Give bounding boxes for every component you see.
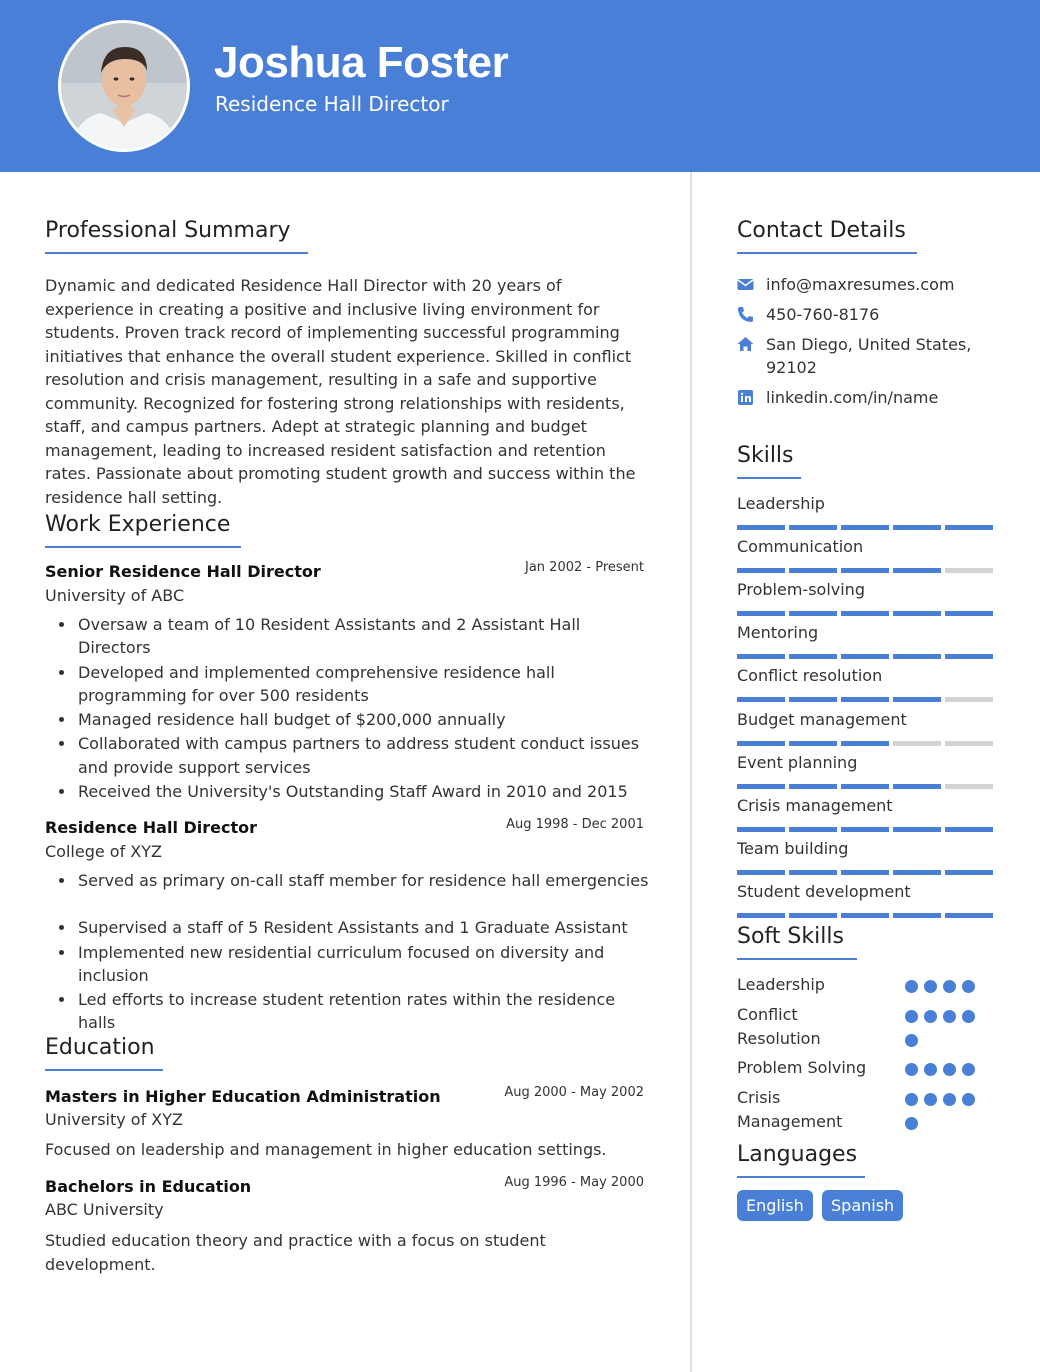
skill-item <box>737 493 993 530</box>
skill-level-segment <box>737 870 785 875</box>
skill-level-bar <box>737 525 993 530</box>
phone-icon <box>737 306 754 323</box>
list-item: Implemented new residential curriculum focused on diversity and inclusion <box>45 941 650 988</box>
job-bullets <box>45 613 650 804</box>
skill-level-bar <box>737 568 993 573</box>
skill-level-segment <box>737 913 785 918</box>
skill-level-segment <box>893 568 941 573</box>
rating-dot <box>924 1093 937 1106</box>
skill-level-segment <box>737 697 785 702</box>
skill-level-bar <box>737 611 993 616</box>
skill-level-segment <box>945 870 993 875</box>
rating-dot <box>924 1010 937 1023</box>
skill-level-segment <box>945 654 993 659</box>
skill-label: Event planning <box>737 753 858 772</box>
rating-dot <box>943 1063 956 1076</box>
skill-level-segment <box>841 568 889 573</box>
skill-level-segment <box>841 827 889 832</box>
rating-dot <box>905 1063 918 1076</box>
skill-level-segment <box>737 654 785 659</box>
skill-item <box>737 622 993 659</box>
envelope-icon <box>737 276 754 293</box>
skill-label: Team building <box>737 839 849 858</box>
skill-level-segment <box>737 741 785 746</box>
skill-level-segment <box>893 611 941 616</box>
job-date: Aug 1998 - Dec 2001 <box>506 817 644 832</box>
skill-level-segment <box>841 784 889 789</box>
skill-item <box>737 579 993 616</box>
list-item: Supervised a staff of 5 Resident Assistants and 1 Graduate Assistant <box>45 916 650 939</box>
languages-heading: Languages <box>737 1142 865 1178</box>
skill-level-segment <box>841 654 889 659</box>
skill-level-segment <box>945 611 993 616</box>
skill-label: Problem-solving <box>737 580 865 599</box>
job-title: Senior Residence Hall Director <box>45 562 321 581</box>
rating-dot <box>905 980 918 993</box>
candidate-role: Residence Hall Director <box>215 92 449 116</box>
skill-level-segment <box>893 784 941 789</box>
rating-dot <box>924 980 937 993</box>
rating-dot <box>962 1063 975 1076</box>
school-name: University of XYZ <box>45 1110 183 1129</box>
skill-level-segment <box>893 827 941 832</box>
list-item: Received the University's Outstanding Staff Award in 2010 and 2015 <box>45 780 650 803</box>
skill-level-segment <box>789 784 837 789</box>
summary-text: Dynamic and dedicated Residence Hall Director with 20 years of experience in creating a positive and inclusive living environment for students. Proven track record of implementing successful programming initiatives that enhance the overall student experience. Skilled in conflict resolution and crisis management, resulting in a safe and supportive community. Recognized for fostering strong relationships with residents, staff, and campus partners. Adept at strategic planning and budget management, leading to increased resident satisfaction and retention rates. Passionate about promoting student growth and success within the residence hall setting. <box>45 276 636 507</box>
education-date: Aug 1996 - May 2000 <box>504 1175 644 1190</box>
profile-photo <box>61 23 187 149</box>
skill-level-segment <box>737 784 785 789</box>
skill-level-bar <box>737 827 993 832</box>
rating-dot <box>905 1034 918 1047</box>
education-heading: Education <box>45 1035 163 1071</box>
skill-level-segment <box>893 870 941 875</box>
rating-dot <box>924 1063 937 1076</box>
soft-skill-item <box>737 1003 997 1051</box>
skill-label: Mentoring <box>737 623 819 642</box>
language-badge: Spanish <box>822 1190 903 1221</box>
degree-title: Bachelors in Education <box>45 1177 252 1196</box>
summary-heading: Professional Summary <box>45 218 308 254</box>
rating-dot <box>962 1010 975 1023</box>
list-item: Served as primary on-call staff member for residence hall emergencies <box>45 869 650 892</box>
education-date: Aug 2000 - May 2002 <box>504 1085 644 1100</box>
contact-phone[interactable]: 450-760-8176 <box>737 303 997 327</box>
avatar <box>58 20 190 152</box>
school-name: ABC University <box>45 1200 164 1219</box>
skill-level-bar <box>737 784 993 789</box>
language-badge: English <box>737 1190 813 1221</box>
list-item: Led efforts to increase student retention rates within the residence halls <box>45 988 650 1035</box>
skill-level-segment <box>841 870 889 875</box>
skill-level-segment <box>893 741 941 746</box>
skill-level-segment <box>789 568 837 573</box>
job-org: College of XYZ <box>45 842 162 861</box>
job-bullets <box>45 869 650 1036</box>
rating-dot <box>943 980 956 993</box>
skill-label: Conflict resolution <box>737 666 883 685</box>
soft-skill-label: Conflict Resolution <box>737 1005 821 1048</box>
soft-skill-label: Crisis Management <box>737 1088 843 1131</box>
skill-level-segment <box>737 611 785 616</box>
skill-level-segment <box>789 913 837 918</box>
skill-item <box>737 536 993 573</box>
skill-level-bar <box>737 697 993 702</box>
contact-linkedin[interactable]: linkedin.com/in/name <box>737 386 997 410</box>
education-description: Focused on leadership and management in higher education settings. <box>45 1140 607 1159</box>
rating-dot <box>905 1117 918 1130</box>
skill-level-segment <box>789 870 837 875</box>
column-divider <box>690 172 692 1372</box>
skill-level-segment <box>789 611 837 616</box>
skill-level-segment <box>737 827 785 832</box>
skill-item <box>737 709 993 746</box>
skill-item <box>737 795 993 832</box>
skill-level-segment <box>789 525 837 530</box>
skill-label: Budget management <box>737 710 907 729</box>
job-date: Jan 2002 - Present <box>525 560 644 575</box>
rating-dot <box>943 1010 956 1023</box>
contact-address: San Diego, United States, 92102 <box>737 333 997 381</box>
skill-level-segment <box>737 568 785 573</box>
contact-heading: Contact Details <box>737 218 917 254</box>
soft-skills-heading: Soft Skills <box>737 924 857 960</box>
skill-level-segment <box>945 741 993 746</box>
skill-item <box>737 838 993 875</box>
skill-level-segment <box>789 697 837 702</box>
candidate-name: Joshua Foster <box>214 38 509 87</box>
skill-level-segment <box>945 568 993 573</box>
skill-level-segment <box>841 741 889 746</box>
skill-level-segment <box>945 913 993 918</box>
rating-dot <box>905 1093 918 1106</box>
skill-level-bar <box>737 870 993 875</box>
skill-level-segment <box>841 525 889 530</box>
soft-skill-item <box>737 973 997 997</box>
skill-label: Student development <box>737 882 911 901</box>
skill-item <box>737 665 993 702</box>
skill-level-segment <box>945 525 993 530</box>
skill-level-segment <box>945 784 993 789</box>
job-org: University of ABC <box>45 586 185 605</box>
list-item: Managed residence hall budget of $200,000 annually <box>45 708 650 731</box>
rating-dot <box>962 980 975 993</box>
skill-level-bar <box>737 741 993 746</box>
list-item: Developed and implemented comprehensive residence hall programming for over 500 residents <box>45 661 650 708</box>
skill-label: Crisis management <box>737 796 893 815</box>
skill-level-segment <box>841 913 889 918</box>
skill-label: Leadership <box>737 494 825 513</box>
rating-dot <box>905 1010 918 1023</box>
soft-skill-item <box>737 1086 997 1134</box>
skill-level-bar <box>737 913 993 918</box>
skill-label: Communication <box>737 537 864 556</box>
skill-level-segment <box>841 697 889 702</box>
list-item: Collaborated with campus partners to address student conduct issues and provide support services <box>45 732 650 779</box>
skill-item <box>737 881 993 918</box>
skill-level-segment <box>893 697 941 702</box>
skill-level-bar <box>737 654 993 659</box>
skill-level-segment <box>737 525 785 530</box>
skill-item <box>737 752 993 789</box>
soft-skill-label: Problem Solving <box>737 1058 867 1077</box>
skill-level-segment <box>945 697 993 702</box>
rating-dot <box>943 1093 956 1106</box>
rating-dot <box>962 1093 975 1106</box>
skill-level-segment <box>893 525 941 530</box>
experience-heading: Work Experience <box>45 512 241 548</box>
list-item: Oversaw a team of 10 Resident Assistants and 2 Assistant Hall Directors <box>45 613 650 660</box>
skills-heading: Skills <box>737 443 801 479</box>
skill-level-segment <box>789 741 837 746</box>
job-title: Residence Hall Director <box>45 818 258 837</box>
skill-level-segment <box>893 913 941 918</box>
linkedin-icon <box>737 389 754 406</box>
education-description: Studied education theory and practice with a focus on student development. <box>45 1231 546 1274</box>
soft-skill-item <box>737 1056 997 1080</box>
skill-level-segment <box>945 827 993 832</box>
skill-level-segment <box>789 827 837 832</box>
skill-level-segment <box>841 611 889 616</box>
soft-skill-label: Leadership <box>737 975 825 994</box>
contact-email[interactable]: info@maxresumes.com <box>737 273 997 297</box>
skill-level-segment <box>893 654 941 659</box>
resume-header <box>0 0 1040 172</box>
degree-title: Masters in Higher Education Administration <box>45 1087 441 1106</box>
skill-level-segment <box>789 654 837 659</box>
home-icon <box>737 336 754 353</box>
